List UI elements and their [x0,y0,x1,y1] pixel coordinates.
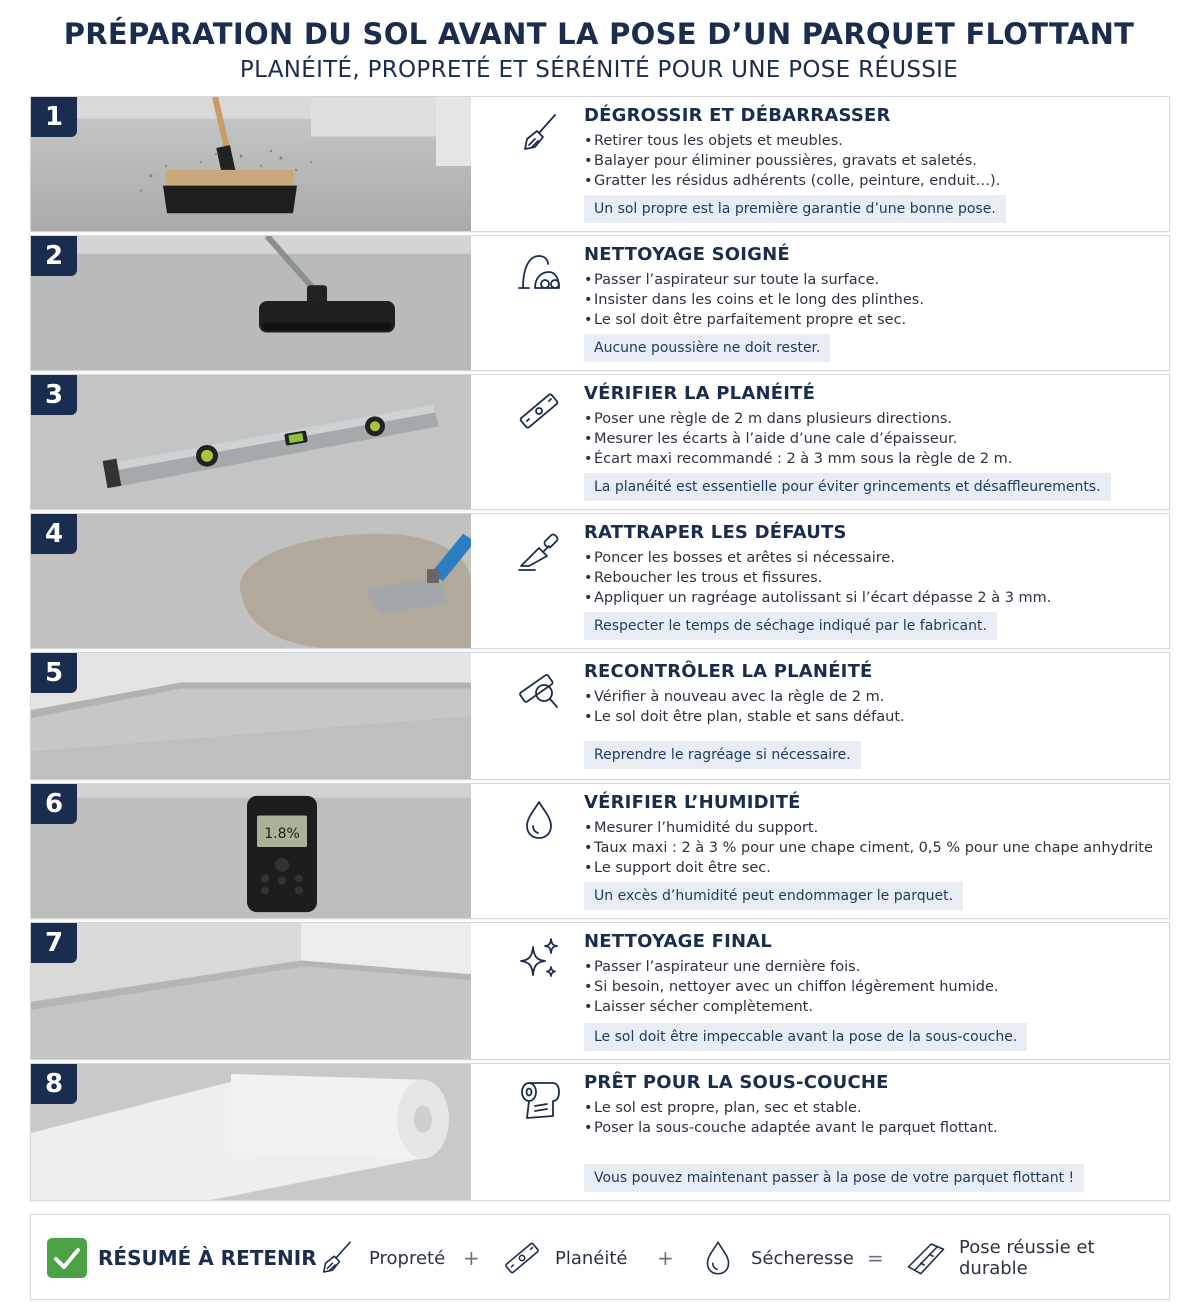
bullet: • Poser la sous-couche adaptée avant le parquet flottant. [584,1118,1149,1138]
plus-operator: + [657,1246,674,1270]
step-bullets [584,1098,1149,1138]
step-bullets [584,270,1149,330]
level-icon [515,387,563,435]
summary-label: Planéité [555,1247,628,1269]
step-number: 5 [31,653,77,693]
page-header [0,14,1198,86]
bullet: • Gratter les résidus adhérents (colle, peinture, enduit…). [584,171,1149,191]
step-title: NETTOYAGE SOIGNÉ [584,244,790,265]
summary-title: RÉSUMÉ À RETENIR [98,1246,317,1270]
step-content [584,383,1149,495]
vacuum-icon [515,248,563,296]
step-note: Un sol propre est la première garantie d’une bonne pose. [584,195,1006,223]
bullet: • Balayer pour éliminer poussières, gravats et saletés. [584,151,1149,171]
water-drop-icon [515,796,563,844]
step-number: 1 [31,97,77,137]
step-title: VÉRIFIER LA PLANÉITÉ [584,383,816,404]
step-bullets [584,687,1149,727]
step-content [584,1072,1149,1186]
step-content [584,244,1149,356]
step-number: 2 [31,236,77,276]
step-content [584,792,1153,904]
step-number: 3 [31,375,77,415]
bullet: • Taux maxi : 2 à 3 % pour une chape ciment, 0,5 % pour une chape anhydrite [584,838,1149,858]
floor-planks-icon [905,1237,947,1279]
step-3 [30,374,1170,510]
bullet: • Poser une règle de 2 m dans plusieurs directions. [584,409,1149,429]
step-content [584,522,1149,634]
bullet: • Laisser sécher complètement. [584,997,1149,1017]
bullet: • Retirer tous les objets et meubles. [584,131,1149,151]
step-title: VÉRIFIER L’HUMIDITÉ [584,792,801,813]
sparkles-icon [515,935,563,983]
plus-operator: + [463,1246,480,1270]
step-8 [30,1063,1170,1201]
step-number: 7 [31,923,77,963]
bullet: • Le support doit être sec. [584,858,1149,878]
underlay-roll-icon [515,1076,563,1124]
checkmark-icon [47,1238,87,1278]
page-title: PRÉPARATION DU SOL AVANT LA POSE D’UN PARQUET FLOTTANT [63,17,1135,51]
summary-item-secheresse [697,1215,854,1301]
bullet: • Si besoin, nettoyer avec un chiffon légèrement humide. [584,977,1149,997]
step-bullets [584,818,1153,878]
bullet: • Le sol doit être parfaitement propre et sec. [584,310,1149,330]
summary-label: Sécheresse [751,1247,854,1269]
bullet: • Le sol est propre, plan, sec et stable. [584,1098,1149,1118]
summary-label: Propreté [369,1247,446,1269]
meter-reading: 1.8% [264,826,300,843]
step-note: Reprendre le ragréage si nécessaire. [584,741,861,769]
step-title: RATTRAPER LES DÉFAUTS [584,522,847,543]
summary-item-planeite [501,1215,628,1301]
page-subtitle: PLANÉITÉ, PROPRETÉ ET SÉRÉNITÉ POUR UNE POSE RÉUSSIE [239,57,959,83]
step-title: PRÊT POUR LA SOUS-COUCHE [584,1072,889,1093]
bullet: • Le sol doit être plan, stable et sans défaut. [584,707,1149,727]
step-bullets [584,131,1149,191]
step-2 [30,235,1170,371]
bullet: • Écart maxi recommandé : 2 à 3 mm sous la règle de 2 m. [584,449,1149,469]
step-photo-empty-room-floor [31,653,471,779]
step-6 [30,783,1170,919]
step-photo-self-leveling-trowel [31,514,471,648]
broom-icon [515,109,563,157]
bullet: • Reboucher les trous et fissures. [584,568,1149,588]
summary-item-proprete [315,1215,445,1301]
step-photo-spirit-level [31,375,471,509]
step-content [584,105,1149,217]
step-7 [30,922,1170,1060]
trowel-icon [515,526,563,574]
step-number: 6 [31,784,77,824]
step-photo-broom-sweeping [31,97,471,231]
step-bullets [584,409,1149,469]
broom-icon [315,1237,357,1279]
step-4 [30,513,1170,649]
step-number: 4 [31,514,77,554]
step-note: Vous pouvez maintenant passer à la pose de votre parquet flottant ! [584,1164,1084,1192]
step-title: NETTOYAGE FINAL [584,931,773,952]
step-number: 8 [31,1064,77,1104]
bullet: • Mesurer l’humidité du support. [584,818,1149,838]
water-drop-icon [697,1237,739,1279]
level-icon [501,1237,543,1279]
bullet: • Insister dans les coins et le long des plinthes. [584,290,1149,310]
step-photo-clean-room-corner [31,923,471,1059]
step-photo-vacuum [31,236,471,370]
step-content [584,931,1149,1045]
bullet: • Vérifier à nouveau avec la règle de 2 m. [584,687,1149,707]
level-magnifier-icon [515,665,563,713]
bullet: • Passer l’aspirateur sur toute la surface. [584,270,1149,290]
step-content [584,661,1149,763]
step-title: DÉGROSSIR ET DÉBARRASSER [584,105,891,126]
step-bullets [584,957,1149,1017]
step-note: Respecter le temps de séchage indiqué par le fabricant. [584,612,997,640]
step-note: La planéité est essentielle pour éviter grincements et désaffleurements. [584,473,1111,501]
step-note: Le sol doit être impeccable avant la pose de la sous-couche. [584,1023,1027,1051]
summary-item-pose-reussie [905,1215,1169,1301]
bullet: • Passer l’aspirateur une dernière fois. [584,957,1149,977]
bullet: • Mesurer les écarts à l’aide d’une cale d’épaisseur. [584,429,1149,449]
summary-label: Pose réussie et durable [958,1237,1095,1279]
step-bullets [584,548,1149,608]
summary-box [30,1214,1170,1300]
step-note: Aucune poussière ne doit rester. [584,334,830,362]
step-5 [30,652,1170,780]
bullet: • Poncer les bosses et arêtes si nécessaire. [584,548,1149,568]
step-1 [30,96,1170,232]
step-title: RECONTRÔLER LA PLANÉITÉ [584,661,873,682]
bullet: • Appliquer un ragréage autolissant si l’écart dépasse 2 à 3 mm. [584,588,1149,608]
step-note: Un excès d’humidité peut endommager le parquet. [584,882,963,910]
equals-operator: = [867,1246,884,1270]
step-photo-moisture-meter [31,784,471,918]
step-photo-underlay-roll [31,1064,471,1200]
